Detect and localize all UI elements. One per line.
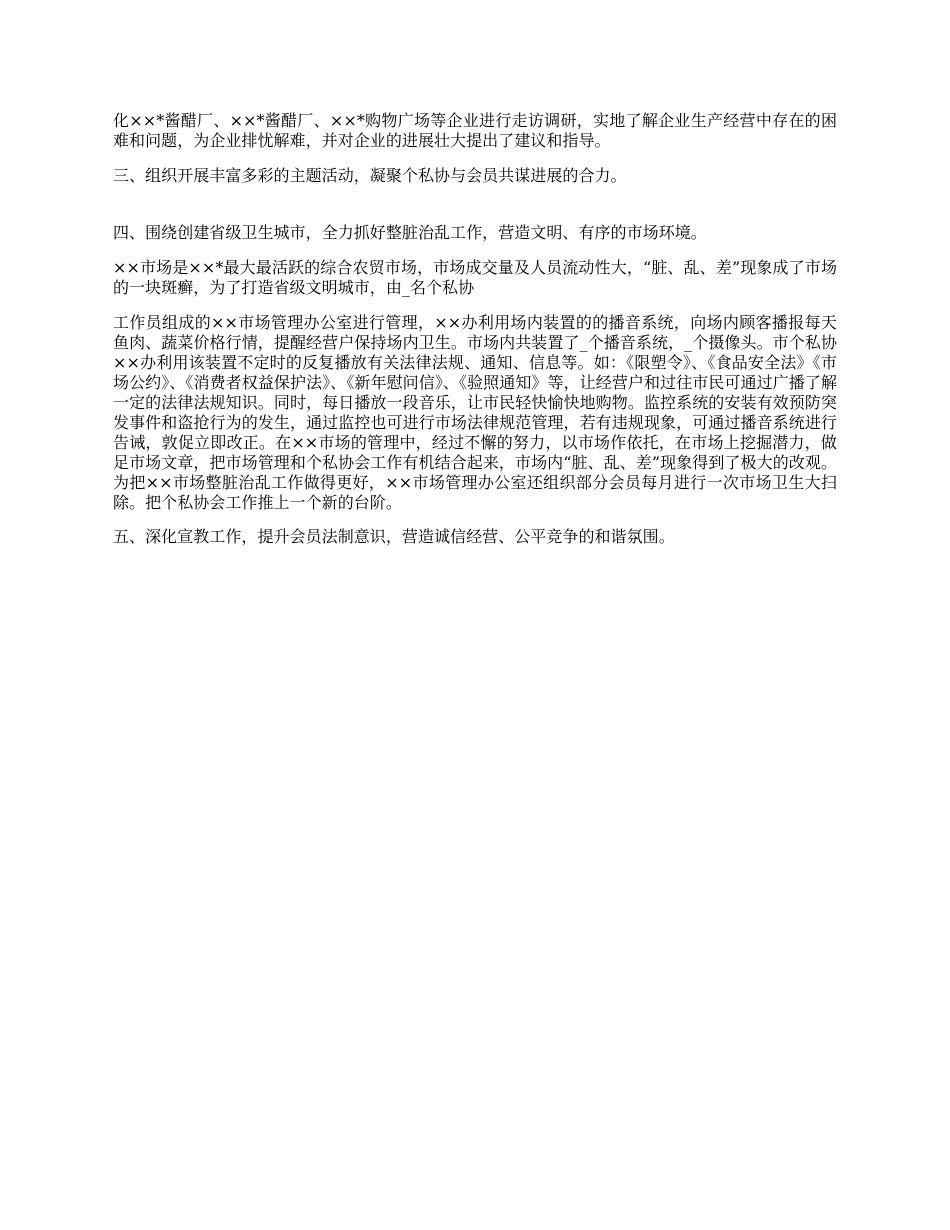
heading-section-four: 四、围绕创建省级卫生城市，全力抓好整脏治乱工作，营造文明、有序的市场环境。 bbox=[113, 223, 707, 242]
heading-section-five: 五、深化宣教工作，提升会员法制意识，营造诚信经营、公平竞争的和谐氛围。 bbox=[113, 527, 675, 546]
document-body bbox=[113, 111, 837, 562]
paragraph-market-intro: ××市场是××*最大最活跃的综合农贸市场，市场成交量及人员流动性大，“脏、乱、差”现象成了市场的一块斑癣，为了打造省级文明城市，由_名个私协 bbox=[113, 258, 837, 297]
paragraph-enterprise-visits: 化××*酱醋厂、××*酱醋厂、××*购物广场等企业进行走访调研，实地了解企业生产经营中存在的困难和问题，为企业排忧解难，并对企业的进展壮大提出了建议和指导。 bbox=[113, 111, 837, 150]
heading-section-three: 三、组织开展丰富多彩的主题活动，凝聚个私协与会员共谋进展的合力。 bbox=[113, 166, 627, 185]
paragraph-market-management: 工作员组成的××市场管理办公室进行管理，××办利用场内装置的的播音系统，向场内顾客播报每天鱼肉、蔬菜价格行情，提醒经营户保持场内卫生。市场内共装置了_个播音系统，_个摄像头。市个私协××办利用该装置不定时的反复播放有关法律法规、通知、信息等。如：《限塑令》、《食品安全法》《市场公约》、《消费者权益保护法》、《新年慰问信》、《验照通知》等，让经营户和过往市民可通过广播了解一定的法律法规知识。同时，每日播放一段音乐，让市民轻快愉快地购物。监控系统的安装有效预防突发事件和盗抢行为的发生，通过监控也可进行市场法律规范管理，若有违规现象，可通过播音系统进行告诫，敦促立即改正。在××市场的管理中，经过不懈的努力，以市场作依托，在市场上挖掘潜力，做足市场文章，把市场管理和个私协会工作有机结合起来，市场内“脏、乱、差”现象得到了极大的改观。为把××市场整脏治乱工作做得更好，××市场管理办公室还组织部分会员每月进行一次市场卫生大扫除。把个私协会工作推上一个新的台阶。 bbox=[113, 313, 837, 512]
